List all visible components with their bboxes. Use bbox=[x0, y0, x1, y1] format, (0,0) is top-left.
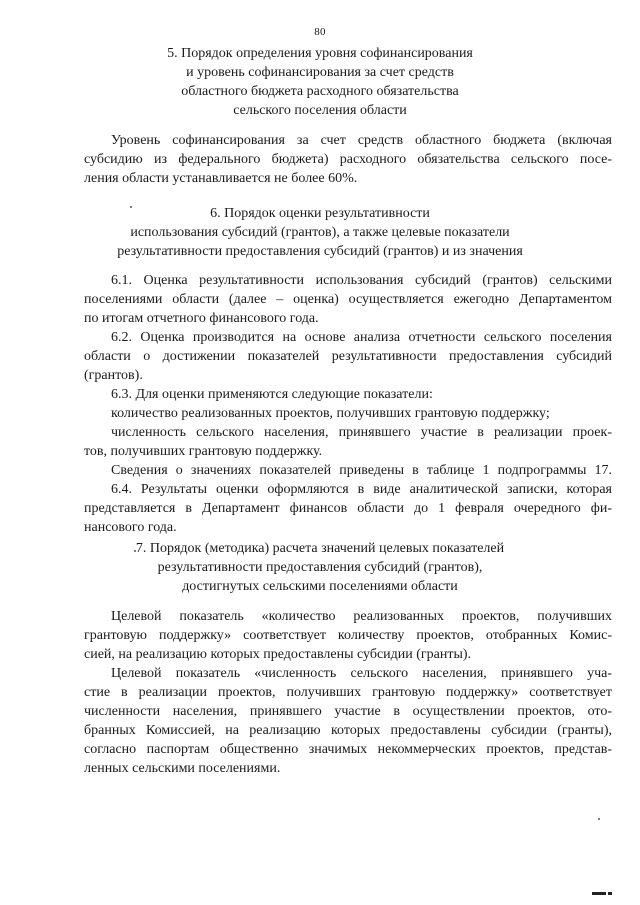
section-5-paragraph: Уровень софинансирования за счет средств областного бюджета (включая субсидию из федерального бюджета) расходного обязательства сельского посе- ления области устанавливается не более 60%. bbox=[84, 133, 612, 186]
section-7-title: 7. Порядок (методика) расчета значений целевых показателей результативности предоставления субсидий (грантов), достигнутых сельскими поселениями области bbox=[135, 541, 505, 594]
section-6-title: 6. Порядок оценки результативности использования субсидий (грантов), а также целевые показатели результативности предоставления субсидий (грантов) и из значения bbox=[117, 206, 523, 259]
section-6-2-paragraph: 6.2. Оценка производится на основе анализа отчетности сельского поселения области о достижении показателей результативности предоставления субсидий (грантов). bbox=[84, 330, 612, 383]
section-5-title: 5. Порядок определения уровня софинансирования и уровень софинансирования за счет средств областного бюджета расходного обязательства сельского поселения области bbox=[167, 46, 473, 118]
scan-mark bbox=[608, 892, 612, 895]
scan-mark bbox=[592, 892, 606, 895]
section-7-paragraph-2: Целевой показатель «численность сельского населения, принявшего уча- стие в реализации проектов, получивших грантовую поддержку» соответствует численности населения, принявшего участие в осуществлении проектов, ото- бранных Комиссией, на реализацию которых предоставлены субсидии (гранты), согласно паспортам общественно значимых некоммерческих проектов, представ- ленных сельскими поселениями. bbox=[84, 666, 612, 776]
section-6-4-paragraph: 6.4. Результаты оценки оформляются в виде аналитической записки, которая представляется в Департамент финансов области до 1 февраля очередного фи- нансового года. bbox=[84, 482, 612, 535]
scan-speck bbox=[134, 550, 136, 552]
section-6-3-paragraph: 6.3. Для оценки применяются следующие показатели: количество реализованных проектов, получивших грантовую поддержку; численность сельского населения, принявшего участие в реализации проек- тов, получивших грантовую поддержку. Сведения о значениях показателей приведены в таблице 1 подпрограммы 17. bbox=[84, 387, 612, 478]
page-number: 80 bbox=[314, 26, 326, 38]
scan-speck bbox=[598, 818, 600, 820]
scan-speck bbox=[130, 206, 132, 208]
section-6-1-paragraph: 6.1. Оценка результативности использования субсидий (грантов) сельскими поселениями области (далее – оценка) осуществляется ежегодно Департаментом по итогам отчетного финансового года. bbox=[84, 273, 612, 326]
section-7-paragraph-1: Целевой показатель «количество реализованных проектов, получивших грантовую поддержку» соответствует количеству проектов, отобранных Комис- сией, на реализацию которых предоставлены субсидии (гранты). bbox=[84, 609, 612, 662]
